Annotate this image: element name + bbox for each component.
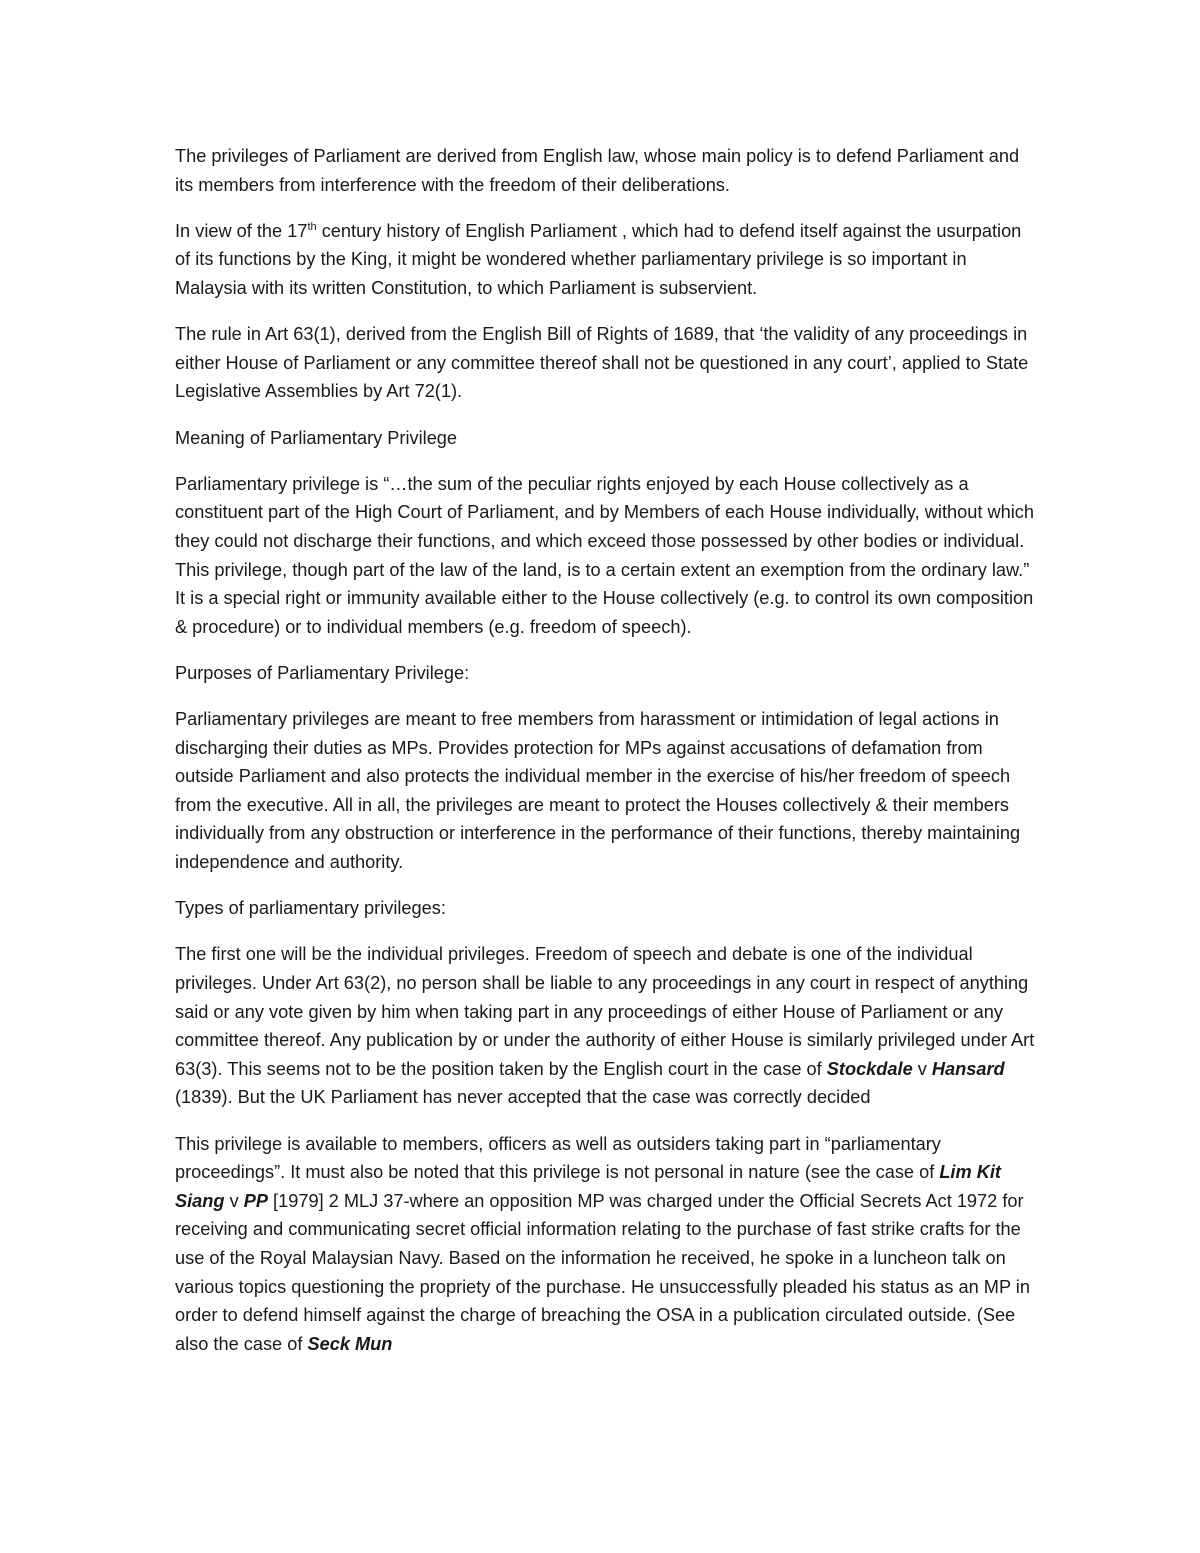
case-name-stockdale: Stockdale [826,1058,913,1079]
heading-purposes: Purposes of Parliamentary Privilege: [175,662,470,683]
paragraph-individual-text-start: The first one will be the individual privileges. Freedom of speech and debate is one of the individual privileges. Under Art 63(2), no person shall be liable to any proceedings in any court in respect of anything said or any vote given by him when taking part in any proceedings of either House of Parliament or any committee thereof. Any publication by or under the authority of either House is similarly privileged under Art 63(3). This seems not to be the position taken by the English court in the case of [175,944,1035,1079]
paragraph-history-text-start: In view of the 17 [175,220,308,241]
paragraph-art-63-rule: The rule in Art 63(1), derived from the English Bill of Rights of 1689, that ‘the validity of any proceedings in either House of Parliament or any committee thereof shall not be questioned in any court’, applied to State Legislative Assemblies by Art 72(1). [175,324,1029,402]
case-name-pp: PP [243,1190,268,1211]
heading-types: Types of parliamentary privileges: [175,898,446,919]
heading-meaning: Meaning of Parliamentary Privilege [175,427,458,448]
document-body [175,142,1035,1376]
ordinal-suffix: th [307,220,317,233]
versus-text: v [912,1058,932,1079]
paragraph-history-text-end: century history of English Parliament , which had to defend itself against the usurpation of its functions by the King, it might be wondered whether parliamentary privilege is so important in Malaysia with its written Constitution, to which Parliament is subservient. [175,220,1022,298]
paragraph-purposes: Parliamentary privileges are meant to free members from harassment or intimidation of legal actions in discharging their duties as MPs. Provides protection for MPs against accusations of defamation from outside Parliament and also protects the individual member in the exercise of his/her freedom of speech from the executive. All in all, the privileges are meant to protect the Houses collectively & their members individually from any obstruction or interference in the performance of their functions, thereby maintaining independence and authority. [175,709,1021,873]
paragraph-history [175,217,1035,303]
versus-text: v [224,1190,244,1211]
paragraph-definition: Parliamentary privilege is “…the sum of the peculiar rights enjoyed by each House collectively as a constituent part of the High Court of Parliament, and by Members of each House individually, without which they could not discharge their functions, and which exceed those possessed by other bodies or individual. This privilege, though part of the law of the land, is to a certain extent an exemption from the ordinary law.” It is a special right or immunity available either to the House collectively (e.g. to control its own composition & procedure) or to individual members (e.g. freedom of speech). [175,473,1034,637]
case-name-lim-kit-siang: Lim Kit Siang [175,1162,1001,1211]
paragraph-individual-text-end: (1839). But the UK Parliament has never accepted that the case was correctly decided [175,1087,871,1108]
paragraph-intro: The privileges of Parliament are derived from English law, whose main policy is to defend Parliament and its members from interference with the freedom of their deliberations. [175,146,1020,195]
paragraph-individual-privileges [175,940,1035,1112]
case-name-hansard: Hansard [931,1058,1005,1079]
paragraph-lks-text-middle: [1979] 2 MLJ 37-where an opposition MP was charged under the Official Secrets Act 1972 for receiving and communicating secret official information relating to the purchase of fast strike crafts for the use of the Royal Malaysian Navy. Based on the information he received, he spoke in a luncheon talk on various topics questioning the propriety of the purchase. He unsuccessfully pleaded his status as an MP in order to defend himself against the charge of breaching the OSA in a publication circulated outside. (See also the case of [175,1190,1030,1354]
paragraph-lim-kit-siang [175,1130,1035,1359]
case-name-seck-mun: Seck Mun [307,1333,393,1354]
paragraph-lks-text-start: This privilege is available to members, officers as well as outsiders taking part in “parliamentary proceedings”. It must also be noted that this privilege is not personal in nature (see the case of [175,1133,941,1183]
